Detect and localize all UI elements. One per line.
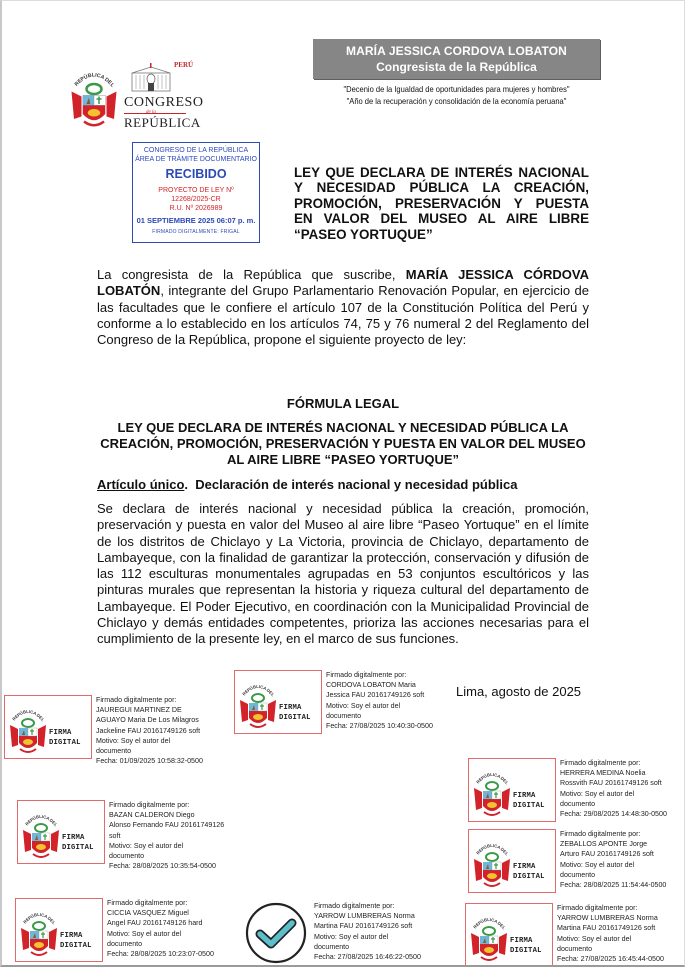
signature-line: Motivo: Soy el autor del [314, 932, 389, 941]
firma-digital-text: DIGITAL [279, 714, 311, 722]
signature-line: Firmado digitalmente por: [314, 902, 395, 910]
congress-building-icon [130, 63, 172, 93]
signature-details [326, 670, 466, 731]
firma-digital-stamp [468, 758, 556, 822]
signature-line: Arturo FAU 20161749126 soft [560, 850, 654, 859]
signature-line: Fecha: 27/08/2025 16:46:22-0500 [314, 953, 421, 962]
official-mottos [324, 84, 588, 108]
coat-of-arms-icon [238, 674, 278, 730]
coat-of-arms-icon [469, 907, 509, 963]
signature-line: BAZAN CALDERON Diego [109, 811, 195, 820]
signature-line: ZEBALLOS APONTE Jorge [560, 840, 648, 849]
firma-digital-text: DIGITAL [62, 844, 94, 852]
firma-digital-label [513, 791, 545, 811]
title-line: Y NECESIDAD PÚBLICA LA CREACIÓN, [294, 180, 589, 196]
signature-line: Firmado digitalmente por: [326, 671, 407, 679]
signature-details [557, 903, 685, 964]
firma-digital-label [279, 703, 311, 723]
signature-line: Jessica FAU 20161749126 soft [326, 691, 425, 700]
signature-line: Fecha: 29/08/2025 14:48:30-0500 [560, 810, 667, 819]
stamp-ru: R.U. Nº 2026989 [169, 205, 223, 212]
signature-line: Firmado digitalmente por: [109, 801, 190, 809]
bill-title [294, 165, 589, 242]
signature-line: Jackeline FAU 20161749126 soft [96, 726, 201, 735]
congresista-role: Congresista de la República [376, 60, 537, 74]
firma-digital-text: FIRMA [60, 932, 83, 940]
firma-digital-text: DIGITAL [60, 942, 92, 950]
signature-line: documento [107, 939, 143, 948]
firma-digital-label [62, 833, 94, 853]
coat-of-arms-icon [21, 804, 61, 860]
signature-line: Firmado digitalmente por: [560, 759, 641, 767]
signature-line: Firmado digitalmente por: [96, 696, 177, 704]
firma-digital-stamp [468, 829, 556, 893]
signature-details [314, 901, 454, 962]
signature-details [109, 800, 249, 871]
article-title: Declaración de interés nacional y necesidad pública [195, 477, 518, 492]
signature-line: Alonso Fernando FAU 20161749126 [109, 821, 225, 830]
de-la-label: de la [146, 110, 156, 115]
motto-1: "Decenio de la Igualdad de oportunidades para mujeres y hombres" [343, 85, 570, 94]
formula-heading: FÓRMULA LEGAL [286, 396, 400, 411]
title-line: PROMOCIÓN, PRESERVACIÓN Y PUESTA [294, 195, 589, 211]
stamp-line-1: CONGRESO DE LA REPÚBLICA [143, 147, 249, 154]
article-separator: . [184, 477, 196, 492]
signature-line: Firmado digitalmente por: [557, 904, 638, 912]
firma-digital-label [60, 931, 92, 951]
signature-line: Fecha: 28/08/2025 10:35:54-0500 [109, 862, 216, 871]
coat-of-arms-icon [19, 902, 59, 958]
article-label: Artículo único [97, 477, 185, 492]
firma-digital-text: FIRMA [62, 834, 85, 842]
coat-of-arms-icon [472, 762, 512, 818]
title-line: LEY QUE DECLARA DE INTERÉS NACIONAL [294, 165, 589, 180]
stamp-line-2: ÁREA DE TRÁMITE DOCUMENTARIO [135, 156, 257, 163]
signature-line: JAUREGUI MARTINEZ DE [96, 706, 182, 715]
stamp-proyecto-label: PROYECTO DE LEY Nº [158, 187, 234, 194]
firma-digital-label [49, 728, 81, 748]
received-stamp [132, 142, 260, 243]
signature-line: Fecha: 28/08/2025 10:23:07-0500 [107, 950, 214, 959]
signature-line: HERRERA MEDINA Noelia [560, 769, 646, 778]
signature-line: Motivo: Soy el autor del [109, 841, 184, 850]
stamp-firmado: FIRMADO DIGITALMENTE: FRIGAL [152, 229, 240, 235]
congresista-name: MARÍA JESSICA CORDOVA LOBATON [346, 44, 567, 58]
coat-of-arms-icon [66, 59, 122, 129]
stamp-status: RECIBIDO [165, 167, 227, 181]
firma-digital-stamp [15, 898, 103, 962]
checkmark-circle-icon [244, 901, 308, 965]
signature-line: Motivo: Soy el autor del [326, 701, 401, 710]
firma-digital-label [513, 862, 545, 882]
firma-digital-text: DIGITAL [49, 739, 81, 747]
stamp-datetime: 01 SEPTIEMBRE 2025 06:07 p. m. [136, 216, 256, 225]
article-body: Se declara de interés nacional y necesidad pública la creación, promoción, preservación y puesta en valor del Museo al aire libre “Paseo Yortuque” en el límite de los distritos de Chiclayo y La Victoria, provincia de Chiclayo, departamento de Lambayeque, con la finalidad de garantizar la protección, conservación y difusión de las 112 esculturas monumentales agrupadas en 53 conjuntos escultóricos y las pinturas murales que representan la historia y riqueza cultural del departamento de Lambayeque. El Poder Ejecutivo, en coordinación con la Municipalidad Provincial de Chiclayo y demás entidades competentes, prioriza las acciones necesarias para el cumplimiento de la presente ley, en el marco de sus funciones. [97, 501, 589, 647]
congreso-wordmark: CONGRESO [124, 95, 204, 110]
signature-line: Motivo: Soy el autor del [560, 789, 635, 798]
signature-line: documento [326, 711, 362, 720]
intro-rest: , integrante del Grupo Parlamentario Renovación Popular, en ejercicio de las facultades que le confiere el artículo 107 de la Constitución Política del Perú y conforme a lo establecido en los artículos 74, 75 y 76 numeral 2 del Reglamento del Congreso de la República, propone el siguiente proyecto de ley: [97, 283, 589, 348]
motto-2: "Año de la recuperación y consolidación de la economía peruana" [346, 97, 567, 106]
signature-line: Motivo: Soy el autor del [96, 736, 171, 745]
signature-line: Fecha: 01/09/2025 10:58:32-0500 [96, 757, 203, 766]
signature-line: Rossvith FAU 20161749126 soft [560, 779, 662, 788]
signature-line: YARROW LUMBRERAS Norma [314, 912, 415, 921]
firma-digital-text: FIRMA [49, 729, 72, 737]
firma-digital-stamp [17, 800, 105, 864]
signature-line: Motivo: Soy el autor del [107, 929, 182, 938]
signature-line: documento [560, 799, 596, 808]
signature-line: soft [109, 831, 121, 840]
signature-line: Firmado digitalmente por: [107, 899, 188, 907]
signature-details [560, 758, 685, 819]
signature-line: documento [314, 942, 350, 951]
signature-line: Motivo: Soy el autor del [560, 860, 635, 869]
signature-line: Fecha: 27/08/2025 10:40:30-0500 [326, 722, 433, 731]
title-line: “PASEO YORTUQUE” [294, 226, 433, 242]
republica-wordmark: REPÚBLICA [124, 115, 201, 130]
signature-line: documento [96, 747, 132, 756]
intro-author-name: MARÍA JESSICA CÓRDOVA LOBATÓN [97, 267, 589, 299]
formula-title: LEY QUE DECLARA DE INTERÉS NACIONAL Y NECESIDAD PÚBLICA LA CREACIÓN, PROMOCIÓN, PRESERVACIÓN Y PUESTA EN VALOR DEL MUSEO AL AIRE LIBRE “PASEO YORTUQUE” [100, 420, 586, 467]
firma-digital-text: FIRMA [513, 792, 536, 800]
signature-line: documento [557, 944, 593, 953]
coat-of-arms-icon [472, 833, 512, 889]
signature-line: CORDOVA LOBATON Maria [326, 681, 416, 690]
signature-line: CICCIA VASQUEZ Miguel [107, 909, 189, 918]
firma-digital-stamp [234, 670, 322, 734]
article-heading [97, 477, 589, 492]
stamp-proyecto-number: 12268/2025-CR [171, 196, 221, 203]
intro-prefix: La congresista de la República que suscribe, [97, 267, 406, 282]
signature-line: YARROW LUMBRERAS Norma [557, 914, 658, 923]
congresista-banner [313, 39, 600, 79]
firma-digital-text: FIRMA [510, 937, 533, 945]
firma-digital-stamp [4, 695, 92, 759]
firma-digital-text: FIRMA [279, 704, 302, 712]
coat-of-arms-icon [8, 699, 48, 755]
firma-digital-text: DIGITAL [510, 947, 542, 955]
signature-line: Fecha: 28/08/2025 11:54:44-0500 [560, 881, 667, 890]
signature-details [560, 829, 685, 890]
signature-line: Firmado digitalmente por: [560, 830, 641, 838]
signature-details [96, 695, 236, 766]
congreso-logo [66, 59, 204, 131]
signature-line: AGUAYO Maria De Los Milagros [96, 716, 199, 725]
signature-line: documento [109, 852, 145, 861]
firma-digital-text: DIGITAL [513, 873, 545, 881]
title-line: EN VALOR DEL MUSEO AL AIRE LIBRE [294, 211, 589, 227]
place-date: Lima, agosto de 2025 [456, 684, 582, 699]
firma-digital-text: DIGITAL [513, 802, 545, 810]
signature-line: Martina FAU 20161749126 soft [557, 924, 656, 933]
intro-paragraph [97, 267, 589, 348]
peru-label: PERÚ [174, 61, 194, 69]
signature-line: Martina FAU 20161749126 soft [314, 922, 413, 931]
signature-line: Angel FAU 20161749126 hard [107, 919, 203, 928]
firma-digital-text: FIRMA [513, 863, 536, 871]
signature-line: Motivo: Soy el autor del [557, 934, 632, 943]
signature-line: documento [560, 870, 596, 879]
firma-digital-stamp [465, 903, 553, 967]
signature-line: Fecha: 27/08/2025 16:45:44-0500 [557, 955, 664, 964]
firma-digital-label [510, 936, 542, 956]
signature-details [107, 898, 247, 959]
